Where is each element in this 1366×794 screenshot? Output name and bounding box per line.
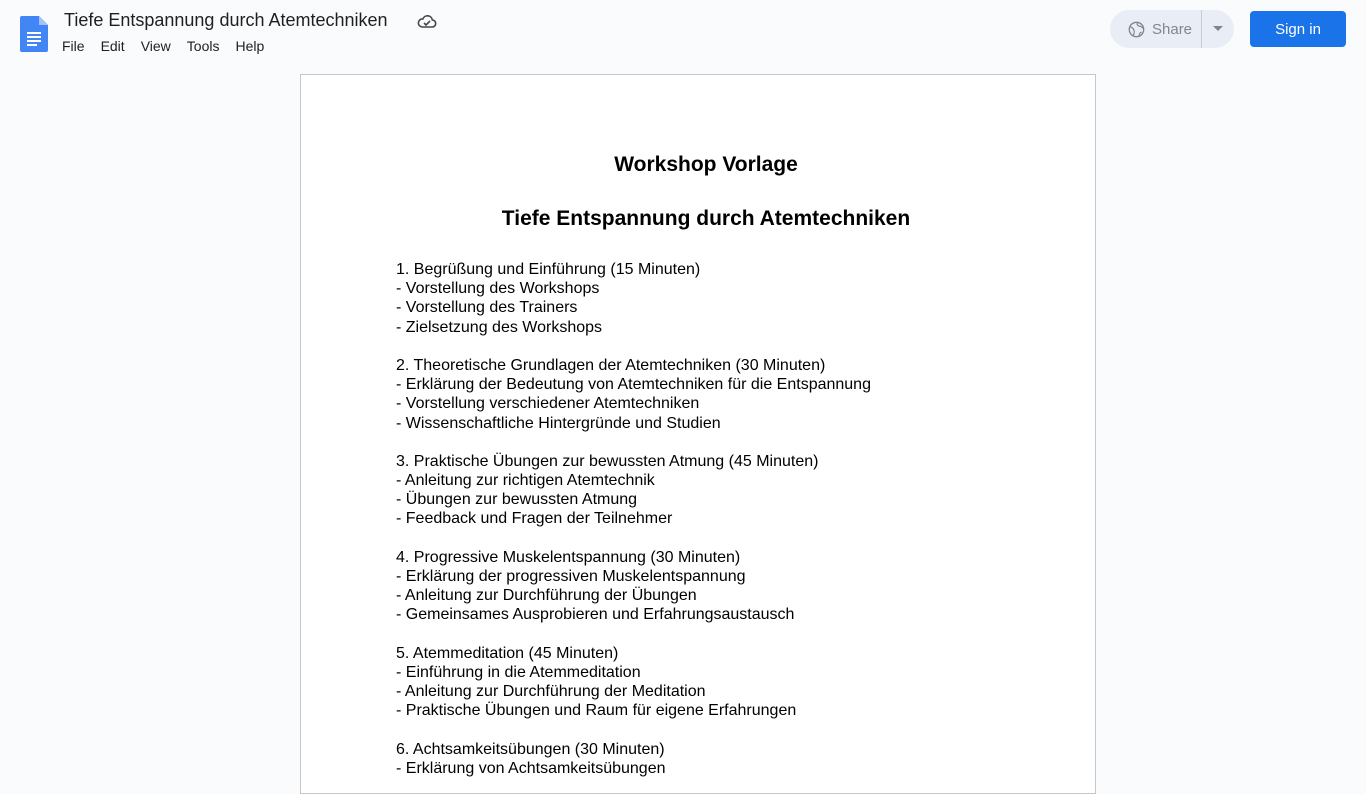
section-title: 4. Progressive Muskelentspannung (30 Minuten) [396, 548, 741, 566]
menu-view[interactable]: View [140, 38, 171, 54]
list-item: - Anleitung zur richtigen Atemtechnik [396, 472, 655, 490]
list-item: - Zielsetzung des Workshops [396, 318, 603, 336]
share-group [1110, 10, 1234, 48]
menu-tools[interactable]: Tools [186, 38, 220, 54]
caret-down-icon [1213, 26, 1223, 32]
document-heading-1: Workshop Vorlage [614, 153, 798, 176]
blank-line [396, 625, 1016, 644]
list-item: - Erklärung der progressiven Muskelentspannung [396, 568, 746, 585]
list-item: - Erklärung von Achtsamkeitsübungen [396, 759, 666, 777]
list-item: - Erklärung der Bedeutung von Atemtechniken für die Entspannung [396, 376, 871, 394]
blank-line [396, 337, 1016, 356]
list-item: - Übungen zur bewussten Atmung [396, 491, 638, 509]
google-docs-icon[interactable] [20, 16, 48, 52]
section-title: 1. Begrüßung und Einführung (15 Minuten) [396, 261, 701, 278]
share-button[interactable] [1110, 10, 1202, 48]
section-title: 3. Praktische Übungen zur bewussten Atmung (45 Minuten) [396, 452, 819, 470]
share-label: Share [1152, 20, 1193, 38]
blank-line [396, 433, 1016, 452]
document-body [396, 260, 1016, 778]
sign-in-button[interactable]: Sign in [1250, 11, 1346, 47]
list-item: - Anleitung zur Durchführung der Meditation [396, 683, 706, 701]
list-item: - Einführung in die Atemmeditation [396, 663, 641, 681]
blank-line [396, 529, 1016, 548]
globe-icon [1128, 21, 1145, 38]
blank-line [396, 721, 1016, 740]
list-item: - Vorstellung des Trainers [396, 299, 578, 317]
list-item: - Gemeinsames Ausprobieren und Erfahrungsaustausch [396, 606, 795, 624]
document-title[interactable]: Tiefe Entspannung durch Atemtechniken [64, 10, 388, 30]
list-item: - Praktische Übungen und Raum für eigene Erfahrungen [396, 702, 797, 720]
list-item: - Vorstellung des Workshops [396, 280, 600, 298]
section-title: 6. Achtsamkeitsübungen (30 Minuten) [396, 740, 665, 758]
app-header [0, 0, 1366, 64]
list-item: - Feedback und Fragen der Teilnehmer [396, 510, 673, 528]
menu-file[interactable]: File [62, 38, 85, 54]
list-item: - Wissenschaftliche Hintergründe und Studien [396, 414, 721, 432]
menu-help[interactable]: Help [235, 38, 265, 54]
section-title: 2. Theoretische Grundlagen der Atemtechniken (30 Minuten) [396, 356, 826, 374]
list-item: - Anleitung zur Durchführung der Übungen [396, 587, 697, 605]
section-title: 5. Atemmeditation (45 Minuten) [396, 644, 619, 662]
list-item: - Vorstellung verschiedener Atemtechniken [396, 395, 700, 413]
menu-bar [54, 36, 272, 56]
document-heading-2: Tiefe Entspannung durch Atemtechniken [501, 207, 911, 230]
cloud-status-icon[interactable] [416, 12, 438, 32]
share-dropdown-button[interactable] [1202, 10, 1234, 48]
menu-edit[interactable]: Edit [100, 38, 125, 54]
document-page[interactable] [300, 74, 1096, 794]
